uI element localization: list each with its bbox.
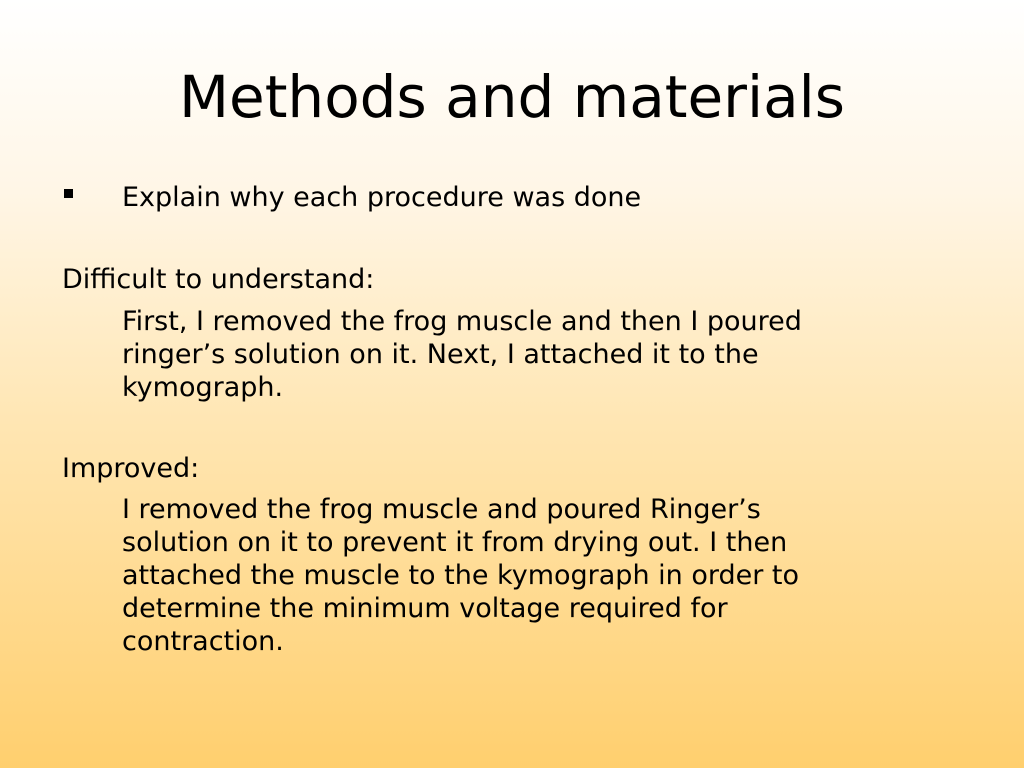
paragraph-line: contraction. xyxy=(122,626,284,657)
paragraph-line: solution on it to prevent it from drying out. I then xyxy=(122,527,788,558)
square-bullet-icon xyxy=(64,189,73,198)
paragraph-line: I removed the frog muscle and poured Ringer’s xyxy=(122,494,761,525)
improved-heading: Improved: xyxy=(62,453,200,484)
paragraph-line: determine the minimum voltage required for xyxy=(122,593,728,624)
difficult-heading: Difficult to understand: xyxy=(62,264,375,295)
paragraph-line: ringer’s solution on it. Next, I attached it to the xyxy=(122,339,759,370)
slide-title: Methods and materials xyxy=(178,63,846,131)
bullet-text: Explain why each procedure was done xyxy=(122,182,642,213)
improved-paragraph xyxy=(122,493,922,658)
paragraph-line: First, I removed the frog muscle and then I poured xyxy=(122,306,802,337)
paragraph-line: attached the muscle to the kymograph in order to xyxy=(122,560,800,591)
difficult-paragraph xyxy=(122,305,922,404)
paragraph-line: kymograph. xyxy=(122,372,284,403)
bullet-item xyxy=(62,180,962,220)
